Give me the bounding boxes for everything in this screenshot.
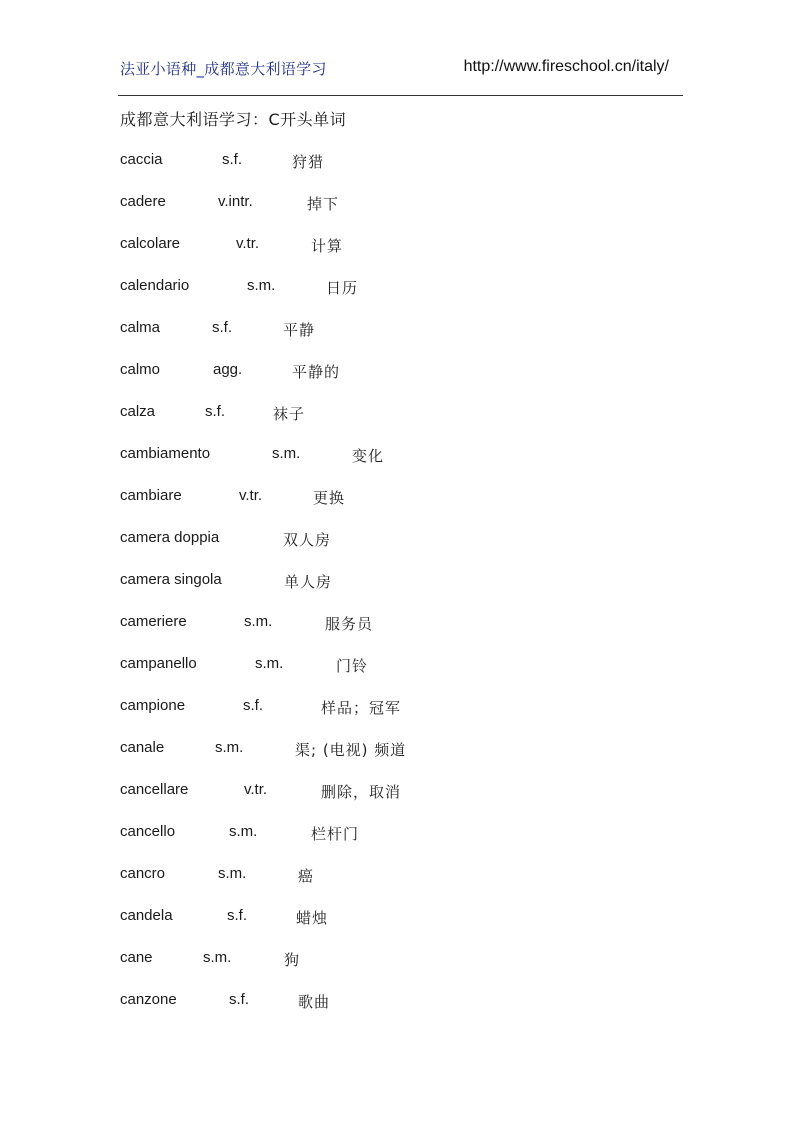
entry-pos: s.m. [255, 655, 284, 672]
entry-meaning: 日历 [326, 279, 359, 297]
entry-word: camera doppia [120, 529, 220, 546]
entry-word: calendario [120, 277, 190, 294]
entry-meaning: 栏杆门 [311, 825, 360, 843]
entry-meaning: 单人房 [284, 573, 333, 591]
entry-pos: s.f. [212, 319, 233, 336]
entry-pos: s.m. [203, 949, 232, 966]
entry-pos: v.tr. [236, 235, 260, 252]
entry-meaning: 平静的 [292, 363, 341, 381]
entry-meaning: 变化 [352, 447, 385, 465]
vocab-entry [0, 151, 800, 175]
entry-pos: s.f. [229, 991, 250, 1008]
entry-word: calcolare [120, 235, 181, 252]
entry-meaning: 删除，取消 [321, 783, 402, 801]
entry-word: candela [120, 907, 173, 924]
entry-word: cambiamento [120, 445, 211, 462]
entry-word: cameriere [120, 613, 187, 630]
entry-pos: s.m. [247, 277, 276, 294]
entry-pos: v.tr. [239, 487, 263, 504]
entry-meaning: 歌曲 [298, 993, 331, 1011]
entry-meaning: 双人房 [283, 531, 332, 549]
entry-word: cancro [120, 865, 166, 882]
entry-word: campione [120, 697, 186, 714]
entry-word: caccia [120, 151, 163, 168]
entry-word: canzone [120, 991, 177, 1008]
entry-pos: s.m. [244, 613, 273, 630]
entry-word: calma [120, 319, 161, 336]
vocab-entry [0, 991, 800, 1015]
entry-meaning: 狩猎 [292, 153, 325, 171]
entry-word: cadere [120, 193, 166, 210]
entry-pos: s.m. [229, 823, 258, 840]
header-url: http://www.fireschool.cn/italy/ [463, 58, 669, 75]
vocab-entry [0, 445, 800, 469]
entry-pos: v.intr. [218, 193, 253, 210]
entry-pos: s.m. [218, 865, 247, 882]
vocab-entry [0, 697, 800, 721]
vocab-entry [0, 907, 800, 931]
vocab-entry [0, 529, 800, 553]
vocab-entry [0, 571, 800, 595]
entry-meaning: 更换 [313, 489, 346, 507]
vocab-entry [0, 823, 800, 847]
vocab-entry [0, 781, 800, 805]
entry-word: calza [120, 403, 156, 420]
vocab-entry [0, 655, 800, 679]
vocab-entry [0, 403, 800, 427]
vocab-entry [0, 613, 800, 637]
vocab-entry [0, 865, 800, 889]
entry-meaning: 袜子 [273, 405, 306, 423]
entry-word: campanello [120, 655, 197, 672]
vocab-entry [0, 235, 800, 259]
vocab-entry [0, 193, 800, 217]
document-title: 成都意大利语学习：C开头单词 [120, 110, 347, 129]
vocab-entry [0, 739, 800, 763]
entry-word: cancello [120, 823, 176, 840]
entry-meaning: 蜡烛 [296, 909, 329, 927]
vocab-entry [0, 361, 800, 385]
entry-pos: s.f. [243, 697, 264, 714]
entry-word: camera singola [120, 571, 222, 588]
entry-pos: v.tr. [244, 781, 268, 798]
entry-word: canale [120, 739, 165, 756]
vocab-entry [0, 487, 800, 511]
entry-meaning: 平静 [283, 321, 316, 339]
vocab-entry [0, 277, 800, 301]
entry-word: calmo [120, 361, 161, 378]
entry-pos: s.m. [272, 445, 301, 462]
entry-pos: s.f. [227, 907, 248, 924]
entry-meaning: 门铃 [336, 657, 369, 675]
entry-word: cancellare [120, 781, 189, 798]
entry-meaning: 癌 [298, 867, 315, 885]
entry-pos: s.f. [205, 403, 226, 420]
entry-word: cane [120, 949, 153, 966]
vocab-entry [0, 949, 800, 973]
entry-meaning: 掉下 [307, 195, 340, 213]
entry-meaning: 狗 [284, 951, 301, 969]
entry-meaning: 计算 [311, 237, 344, 255]
entry-meaning: 服务员 [325, 615, 374, 633]
entry-pos: agg. [213, 361, 243, 378]
entry-meaning: 渠; (电视) 频道 [295, 741, 407, 759]
header-site-name: 法亚小语种_成都意大利语学习 [120, 60, 327, 78]
entry-pos: s.m. [215, 739, 244, 756]
entry-meaning: 样品；冠军 [321, 699, 402, 717]
entry-word: cambiare [120, 487, 182, 504]
entry-pos: s.f. [222, 151, 243, 168]
vocab-entry [0, 319, 800, 343]
